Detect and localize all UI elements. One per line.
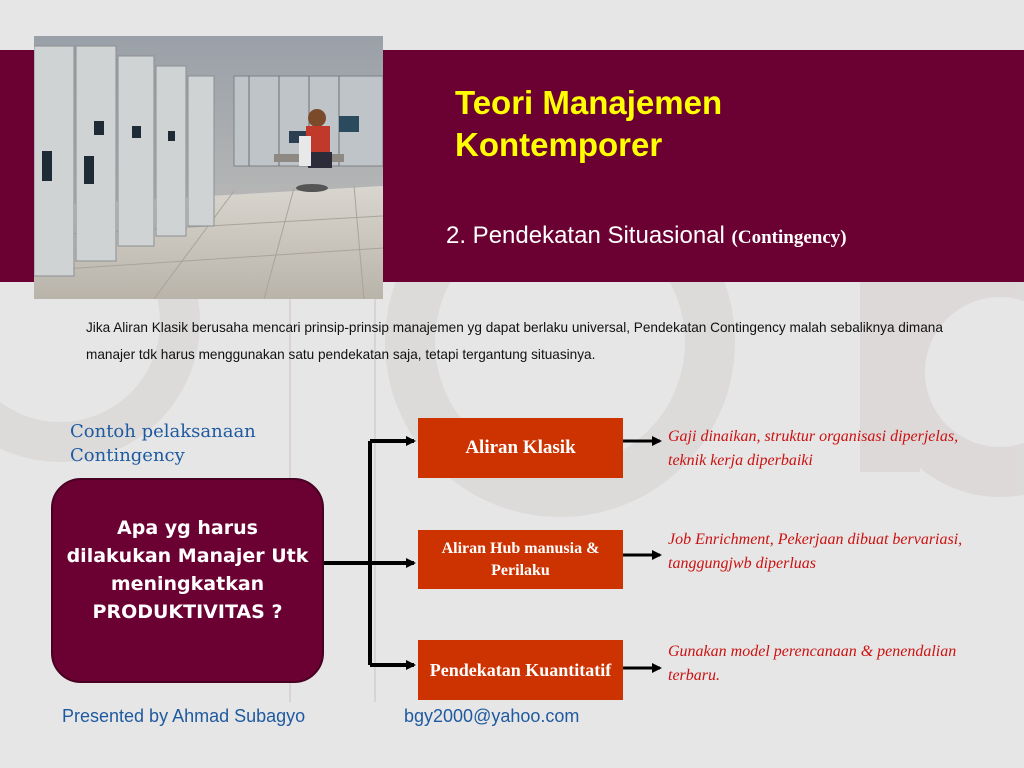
intro-paragraph: Jika Aliran Klasik berusaha mencari prinsip-prinsip manajemen yg dapat berlaku universal, Pendekatan Contingency malah sebaliknya dimana manajer tdk harus menggunakan satu pendekatan saja, tetapi tergantung situasinya.	[86, 320, 943, 362]
result-text-klasik: Gaji dinaikan, struktur organisasi diperjelas, teknik kerja diperbaiki	[668, 428, 959, 469]
question-box: Apa yg harus dilakukan Manajer Utk meningkatkan PRODUKTIVITAS ?	[51, 478, 324, 683]
subtitle-main: 2. Pendekatan Situasional	[446, 222, 725, 249]
presenter-credit: Presented by Ahmad Subagyo	[62, 706, 306, 726]
result-text-hub-manusia: Job Enrichment, Pekerjaan dibuat bervariasi, tanggungjwb diperluas	[668, 531, 963, 572]
approach-box-kuantitatif: Pendekatan Kuantitatif	[418, 640, 623, 700]
subtitle-parenthetical: (Contingency)	[731, 227, 847, 248]
slide-title: Teori Manajemen Kontemporer	[455, 84, 723, 163]
result-text-kuantitatif: Gunakan model perencanaan & penendalian terbaru.	[668, 643, 957, 684]
example-label: Contoh pelaksanaan Contingency	[70, 421, 256, 466]
approach-box-hub-manusia: Aliran Hub manusia & Perilaku	[418, 530, 623, 589]
approach-box-klasik: Aliran Klasik	[418, 418, 623, 478]
presenter-email: bgy2000@yahoo.com	[404, 706, 580, 726]
